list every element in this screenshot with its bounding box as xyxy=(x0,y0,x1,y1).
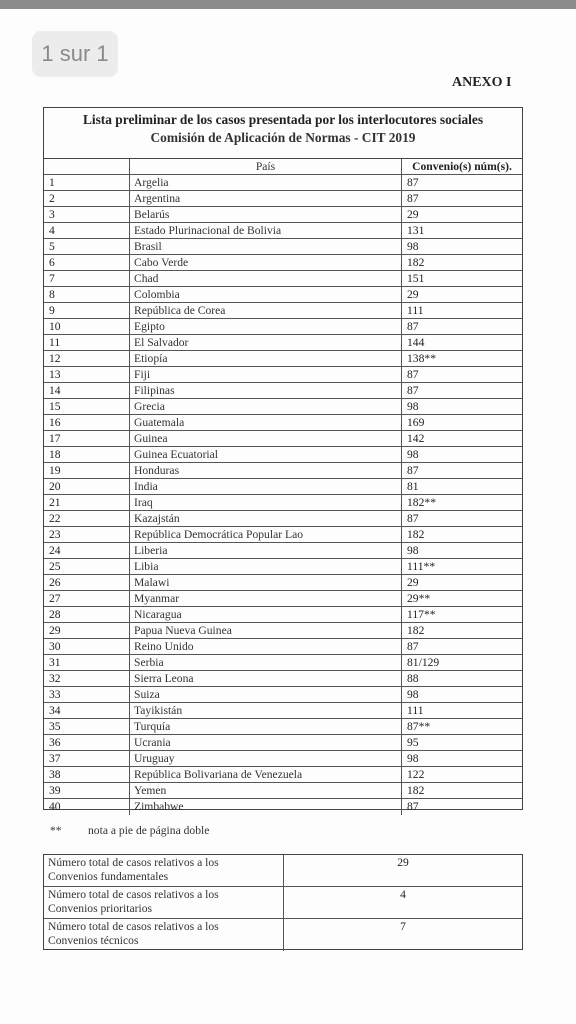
row-convention: 87 xyxy=(407,512,419,525)
row-convention: 98 xyxy=(407,448,419,461)
table-row xyxy=(44,335,522,351)
table-row xyxy=(44,591,522,607)
totals-label xyxy=(44,855,284,886)
row-convention: 95 xyxy=(407,736,419,749)
table-title-line2: Comisión de Aplicación de Normas - CIT 2019 xyxy=(150,130,416,145)
row-convention: 87 xyxy=(407,176,419,189)
row-convention: 111** xyxy=(407,560,436,573)
row-convention: 182 xyxy=(407,528,425,541)
row-country: Egipto xyxy=(130,319,402,334)
totals-value: 7 xyxy=(400,920,406,933)
table-row xyxy=(44,271,522,287)
row-number: 14 xyxy=(44,383,130,398)
table-row xyxy=(44,191,522,207)
row-convention: 98 xyxy=(407,400,419,413)
row-number: 19 xyxy=(44,463,130,478)
row-convention: 87 xyxy=(407,320,419,333)
row-number: 40 xyxy=(44,799,130,815)
row-country: Ucrania xyxy=(130,735,402,750)
cases-table xyxy=(43,107,523,813)
row-number: 21 xyxy=(44,495,130,510)
row-number: 7 xyxy=(44,271,130,286)
totals-label-line2: Convenios prioritarios xyxy=(48,902,153,915)
row-number: 18 xyxy=(44,447,130,462)
row-number: 1 xyxy=(44,175,130,190)
table-row xyxy=(44,479,522,495)
row-country: Nicaragua xyxy=(130,607,402,622)
table-row xyxy=(44,783,522,799)
row-country: Guinea Ecuatorial xyxy=(130,447,402,462)
table-row xyxy=(44,255,522,271)
table-row xyxy=(44,207,522,223)
table-row xyxy=(44,511,522,527)
row-number: 39 xyxy=(44,783,130,798)
table-row xyxy=(44,655,522,671)
row-country: Liberia xyxy=(130,543,402,558)
row-convention: 87** xyxy=(407,720,431,733)
row-country: Chad xyxy=(130,271,402,286)
row-country: Estado Plurinacional de Bolivia xyxy=(130,223,402,238)
row-number: 8 xyxy=(44,287,130,302)
row-country: Guatemala xyxy=(130,415,402,430)
row-number: 38 xyxy=(44,767,130,782)
row-convention: 87 xyxy=(407,800,419,813)
row-convention: 98 xyxy=(407,688,419,701)
row-number: 28 xyxy=(44,607,130,622)
totals-label-line1: Número total de casos relativos a los xyxy=(48,856,219,869)
row-country: Argelia xyxy=(130,175,402,190)
table-title xyxy=(44,108,522,159)
row-convention: 29** xyxy=(407,592,431,605)
row-country: Reino Unido xyxy=(130,639,402,654)
row-convention: 142 xyxy=(407,432,425,445)
row-number: 25 xyxy=(44,559,130,574)
row-convention: 87 xyxy=(407,384,419,397)
row-country: Iraq xyxy=(130,495,402,510)
table-row xyxy=(44,623,522,639)
row-number: 15 xyxy=(44,399,130,414)
table-header-row xyxy=(44,159,522,175)
row-number: 31 xyxy=(44,655,130,670)
row-number: 26 xyxy=(44,575,130,590)
table-row xyxy=(44,607,522,623)
row-number: 20 xyxy=(44,479,130,494)
table-row xyxy=(44,703,522,719)
row-country: Libia xyxy=(130,559,402,574)
row-number: 17 xyxy=(44,431,130,446)
row-number: 23 xyxy=(44,527,130,542)
row-convention: 138** xyxy=(407,352,436,365)
row-convention: 87 xyxy=(407,192,419,205)
row-country: Myanmar xyxy=(130,591,402,606)
table-row xyxy=(44,735,522,751)
viewer-top-bar xyxy=(0,0,576,9)
totals-label-line2: Convenios técnicos xyxy=(48,934,139,947)
row-number: 37 xyxy=(44,751,130,766)
row-country: Papua Nueva Guinea xyxy=(130,623,402,638)
row-country: Grecia xyxy=(130,399,402,414)
footnote xyxy=(50,824,209,837)
page-indicator: 1 sur 1 xyxy=(32,31,118,77)
row-country: Colombia xyxy=(130,287,402,302)
row-convention: 151 xyxy=(407,272,425,285)
table-body xyxy=(44,159,522,815)
row-convention: 182 xyxy=(407,624,425,637)
row-country: Malawi xyxy=(130,575,402,590)
row-country: Turquía xyxy=(130,719,402,734)
footnote-mark: ** xyxy=(50,824,62,837)
table-row xyxy=(44,463,522,479)
row-country: Uruguay xyxy=(130,751,402,766)
table-row xyxy=(44,575,522,591)
row-number: 6 xyxy=(44,255,130,270)
row-number: 4 xyxy=(44,223,130,238)
row-convention: 87 xyxy=(407,640,419,653)
table-row xyxy=(44,559,522,575)
row-country: Belarús xyxy=(130,207,402,222)
row-number: 29 xyxy=(44,623,130,638)
row-country: Etiopía xyxy=(130,351,402,366)
table-row xyxy=(44,447,522,463)
table-row xyxy=(44,543,522,559)
row-country: India xyxy=(130,479,402,494)
totals-value: 29 xyxy=(397,856,409,869)
table-row xyxy=(44,319,522,335)
row-convention: 117** xyxy=(407,608,436,621)
row-number: 13 xyxy=(44,367,130,382)
row-country: Yemen xyxy=(130,783,402,798)
row-convention: 98 xyxy=(407,752,419,765)
table-row xyxy=(44,431,522,447)
row-country: El Salvador xyxy=(130,335,402,350)
table-row xyxy=(44,351,522,367)
table-row xyxy=(44,223,522,239)
annex-label: ANEXO I xyxy=(452,75,512,90)
table-row xyxy=(44,671,522,687)
row-number: 10 xyxy=(44,319,130,334)
row-convention: 98 xyxy=(407,544,419,557)
row-number: 22 xyxy=(44,511,130,526)
row-convention: 87 xyxy=(407,368,419,381)
row-number: 3 xyxy=(44,207,130,222)
table-row xyxy=(44,303,522,319)
row-country: Brasil xyxy=(130,239,402,254)
totals-value: 4 xyxy=(400,888,406,901)
row-country: Sierra Leona xyxy=(130,671,402,686)
row-convention: 122 xyxy=(407,768,425,781)
table-row xyxy=(44,287,522,303)
table-row xyxy=(44,527,522,543)
row-convention: 182** xyxy=(407,496,436,509)
table-row xyxy=(44,495,522,511)
totals-label-line1: Número total de casos relativos a los xyxy=(48,920,219,933)
table-row xyxy=(44,767,522,783)
table-row xyxy=(44,239,522,255)
row-number: 9 xyxy=(44,303,130,318)
row-number: 11 xyxy=(44,335,130,350)
row-convention: 169 xyxy=(407,416,425,429)
totals-label xyxy=(44,887,284,918)
row-convention: 182 xyxy=(407,784,425,797)
row-country: Guinea xyxy=(130,431,402,446)
row-country: Serbia xyxy=(130,655,402,670)
table-row xyxy=(44,399,522,415)
row-country: Fiji xyxy=(130,367,402,382)
row-country: Suiza xyxy=(130,687,402,702)
row-country: República de Corea xyxy=(130,303,402,318)
row-convention: 111 xyxy=(407,304,424,317)
row-number: 16 xyxy=(44,415,130,430)
row-number: 2 xyxy=(44,191,130,206)
table-row xyxy=(44,383,522,399)
row-country: Argentina xyxy=(130,191,402,206)
row-convention: 182 xyxy=(407,256,425,269)
table-row xyxy=(44,799,522,815)
table-row xyxy=(44,751,522,767)
row-convention: 88 xyxy=(407,672,419,685)
row-convention: 111 xyxy=(407,704,424,717)
table-row xyxy=(44,175,522,191)
row-convention: 29 xyxy=(407,208,419,221)
row-convention: 29 xyxy=(407,576,419,589)
header-number xyxy=(44,159,130,174)
row-number: 12 xyxy=(44,351,130,366)
totals-table xyxy=(43,854,523,950)
table-row xyxy=(44,415,522,431)
footnote-text: nota a pie de página doble xyxy=(88,824,210,837)
row-convention: 98 xyxy=(407,240,419,253)
header-country: País xyxy=(130,159,402,174)
row-convention: 81 xyxy=(407,480,419,493)
table-title-line1: Lista preliminar de los casos presentada por los interlocutores sociales xyxy=(82,112,484,127)
row-convention: 81/129 xyxy=(407,656,440,669)
row-number: 30 xyxy=(44,639,130,654)
row-country: Cabo Verde xyxy=(130,255,402,270)
row-country: Kazajstán xyxy=(130,511,402,526)
row-country: República Democrática Popular Lao xyxy=(130,527,402,542)
row-number: 33 xyxy=(44,687,130,702)
table-row xyxy=(44,367,522,383)
table-row xyxy=(44,639,522,655)
row-number: 5 xyxy=(44,239,130,254)
row-country: Tayikistán xyxy=(130,703,402,718)
row-country: Filipinas xyxy=(130,383,402,398)
totals-label-line2: Convenios fundamentales xyxy=(48,870,169,883)
totals-label xyxy=(44,919,284,951)
row-number: 27 xyxy=(44,591,130,606)
row-convention: 131 xyxy=(407,224,425,237)
row-number: 32 xyxy=(44,671,130,686)
header-convention: Convenio(s) núm(s). xyxy=(412,160,512,173)
totals-row xyxy=(44,919,522,951)
row-number: 24 xyxy=(44,543,130,558)
row-convention: 144 xyxy=(407,336,425,349)
table-row xyxy=(44,687,522,703)
row-convention: 29 xyxy=(407,288,419,301)
row-number: 34 xyxy=(44,703,130,718)
table-row xyxy=(44,719,522,735)
row-convention: 87 xyxy=(407,464,419,477)
totals-row xyxy=(44,855,522,887)
totals-label-line1: Número total de casos relativos a los xyxy=(48,888,219,901)
row-country: Honduras xyxy=(130,463,402,478)
totals-row xyxy=(44,887,522,919)
row-country: República Bolivariana de Venezuela xyxy=(130,767,402,782)
row-number: 35 xyxy=(44,719,130,734)
row-number: 36 xyxy=(44,735,130,750)
row-country: Zimbabwe xyxy=(130,799,402,815)
